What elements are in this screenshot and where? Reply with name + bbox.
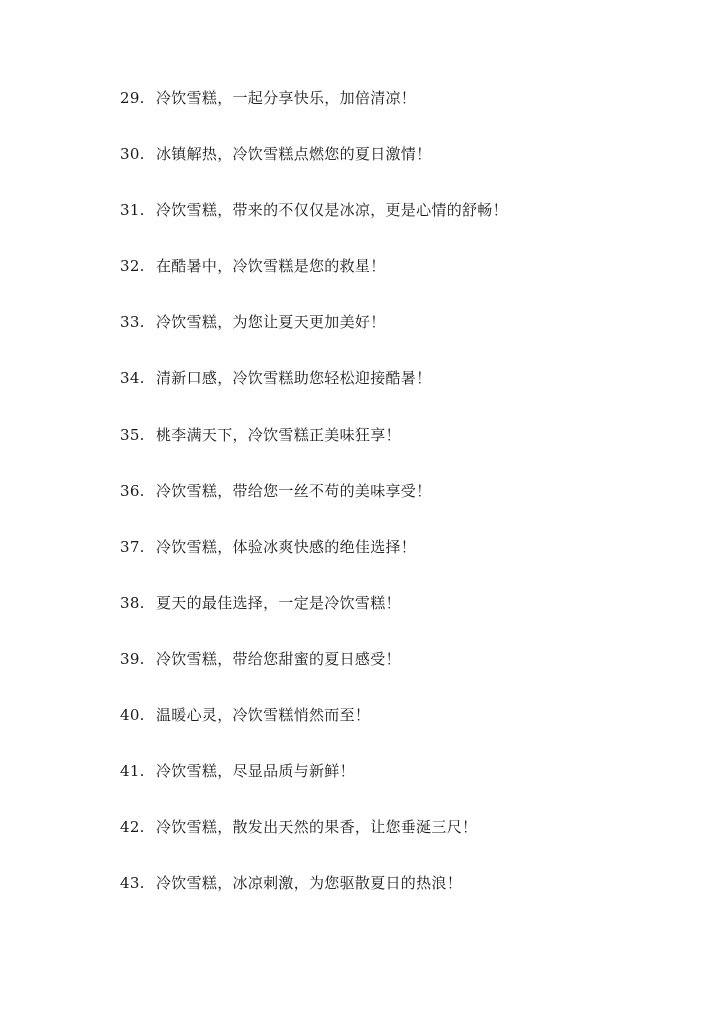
item-text: 冷饮雪糕，带给您甜蜜的夏日感受！ (156, 649, 401, 668)
item-number: 39. (120, 649, 145, 668)
item-text: 冷饮雪糕，为您让夏天更加美好！ (156, 313, 386, 332)
item-text: 冷饮雪糕，冰凉刺激，为您驱散夏日的热浪！ (156, 874, 463, 893)
item-text: 清新口感，冷饮雪糕助您轻松迎接酷暑！ (156, 369, 432, 388)
item-number: 42. (120, 818, 145, 837)
item-text: 冷饮雪糕，带给您一丝不苟的美味享受！ (156, 481, 432, 500)
list-item (120, 591, 508, 647)
item-number: 35. (120, 425, 145, 444)
item-number: 37. (120, 537, 145, 556)
list-item (120, 871, 508, 927)
item-number: 34. (120, 369, 145, 388)
item-number: 32. (120, 257, 145, 276)
slogan-list (120, 86, 508, 927)
list-item (120, 254, 508, 310)
item-text: 夏天的最佳选择，一定是冷饮雪糕！ (156, 593, 401, 612)
list-item (120, 535, 508, 591)
item-number: 31. (120, 201, 145, 220)
list-item (120, 423, 508, 479)
item-text: 在酷暑中，冷饮雪糕是您的救星！ (156, 257, 386, 276)
item-text: 桃李满天下，冷饮雪糕正美味狂享！ (156, 425, 401, 444)
item-text: 冰镇解热，冷饮雪糕点燃您的夏日激情！ (156, 145, 432, 164)
item-text: 冷饮雪糕，体验冰爽快感的绝佳选择！ (156, 537, 417, 556)
item-text: 冷饮雪糕，带来的不仅仅是冰凉，更是心情的舒畅！ (156, 201, 508, 220)
item-number: 38. (120, 593, 145, 612)
list-item (120, 310, 508, 366)
list-item (120, 815, 508, 871)
list-item (120, 479, 508, 535)
list-item (120, 759, 508, 815)
item-number: 29. (120, 89, 145, 107)
item-text: 冷饮雪糕，尽显品质与新鲜！ (156, 762, 355, 781)
item-number: 30. (120, 145, 145, 164)
item-number: 36. (120, 481, 145, 500)
item-text: 冷饮雪糕，一起分享快乐，加倍清凉！ (156, 89, 417, 107)
list-item (120, 142, 508, 198)
list-item (120, 86, 508, 142)
item-number: 43. (120, 874, 145, 893)
list-item (120, 647, 508, 703)
item-number: 33. (120, 313, 145, 332)
item-number: 40. (120, 706, 145, 725)
list-item (120, 366, 508, 422)
item-text: 冷饮雪糕，散发出天然的果香，让您垂涎三尺！ (156, 818, 478, 837)
item-number: 41. (120, 762, 145, 781)
list-item (120, 198, 508, 254)
list-item (120, 703, 508, 759)
item-text: 温暖心灵，冷饮雪糕悄然而至！ (156, 706, 371, 725)
